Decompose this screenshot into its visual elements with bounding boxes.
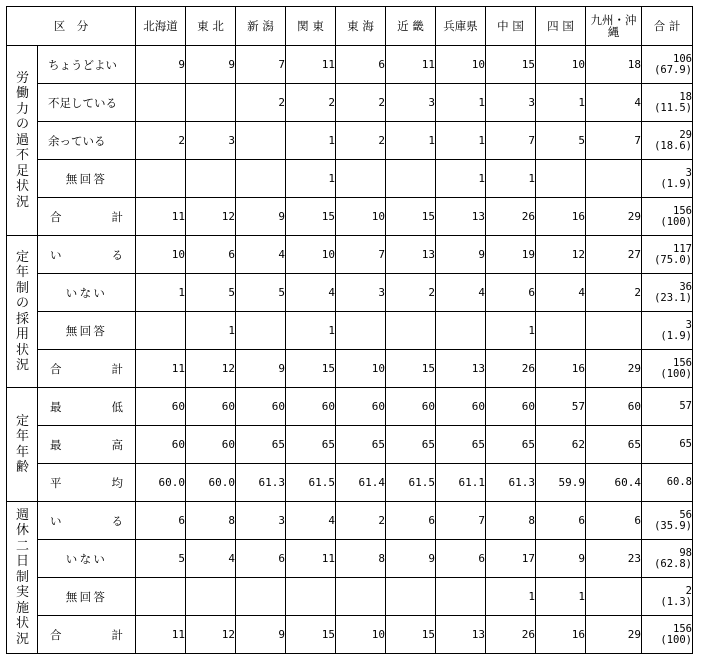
value-cell	[286, 578, 336, 616]
value-cell: 4	[586, 84, 642, 122]
value-cell: 4	[536, 274, 586, 312]
value-cell: 16	[536, 198, 586, 236]
row-label-text: 余っている	[48, 133, 106, 148]
total-percent: (18.6)	[654, 139, 692, 152]
group-title	[7, 236, 38, 388]
category-header: 区 分	[7, 7, 136, 46]
value-cell: 60	[186, 426, 236, 464]
table-row	[7, 616, 693, 654]
value-cell: 2	[336, 502, 386, 540]
value-cell	[336, 160, 386, 198]
value-cell: 19	[486, 236, 536, 274]
value-cell: 1	[386, 122, 436, 160]
value-cell: 6	[386, 502, 436, 540]
group-title-text: 定年制の採用状況	[16, 249, 30, 373]
value-cell: 15	[286, 198, 336, 236]
total-count: 3	[685, 318, 692, 331]
value-cell: 61.5	[286, 464, 336, 502]
total-cell	[642, 236, 693, 274]
value-cell: 15	[386, 198, 436, 236]
table-row	[7, 122, 693, 160]
value-cell: 5	[186, 274, 236, 312]
total-cell	[642, 350, 693, 388]
value-cell: 4	[286, 274, 336, 312]
value-cell: 10	[536, 46, 586, 84]
value-cell: 7	[336, 236, 386, 274]
value-cell: 26	[486, 198, 536, 236]
row-label	[38, 350, 136, 388]
total-cell	[642, 578, 693, 616]
total-cell	[642, 84, 693, 122]
value-cell	[136, 84, 186, 122]
value-cell: 29	[586, 616, 642, 654]
value-cell: 1	[536, 84, 586, 122]
row-label	[38, 540, 136, 578]
value-cell: 10	[136, 236, 186, 274]
value-cell	[236, 312, 286, 350]
table-row	[7, 274, 693, 312]
value-cell	[586, 312, 642, 350]
value-cell: 29	[586, 198, 642, 236]
value-cell: 15	[386, 616, 436, 654]
row-label-text: 合計	[50, 209, 123, 224]
value-cell: 6	[436, 540, 486, 578]
value-cell: 6	[586, 502, 642, 540]
total-percent: (67.9)	[654, 63, 692, 76]
value-cell: 7	[586, 122, 642, 160]
value-cell: 7	[486, 122, 536, 160]
total-percent: (100)	[660, 633, 692, 646]
region-header: 新 潟	[236, 7, 286, 46]
total-percent: (100)	[660, 215, 692, 228]
row-label	[38, 236, 136, 274]
value-cell: 6	[236, 540, 286, 578]
value-cell	[436, 578, 486, 616]
value-cell: 4	[286, 502, 336, 540]
total-cell	[642, 160, 693, 198]
row-label	[38, 198, 136, 236]
region-header: 九州・沖縄	[586, 7, 642, 46]
row-label-text: ちょうどよい	[48, 57, 117, 72]
value-cell	[236, 578, 286, 616]
value-cell: 3	[486, 84, 536, 122]
table-row	[7, 160, 693, 198]
value-cell: 61.1	[436, 464, 486, 502]
value-cell: 60	[336, 388, 386, 426]
row-label-text: いる	[50, 513, 123, 528]
total-count: 18	[679, 90, 692, 103]
total-cell	[642, 312, 693, 350]
value-cell: 12	[186, 616, 236, 654]
value-cell: 6	[136, 502, 186, 540]
value-cell: 29	[586, 350, 642, 388]
value-cell	[436, 312, 486, 350]
row-label	[38, 312, 136, 350]
value-cell: 13	[386, 236, 436, 274]
value-cell: 7	[436, 502, 486, 540]
row-label	[38, 502, 136, 540]
value-cell: 6	[486, 274, 536, 312]
value-cell	[236, 122, 286, 160]
total-cell	[642, 426, 693, 464]
value-cell: 1	[286, 122, 336, 160]
table-row	[7, 350, 693, 388]
value-cell: 65	[386, 426, 436, 464]
value-cell: 61.4	[336, 464, 386, 502]
total-count: 65	[679, 438, 692, 450]
value-cell: 8	[186, 502, 236, 540]
value-cell: 1	[486, 578, 536, 616]
region-header: 東 北	[186, 7, 236, 46]
total-percent: (62.8)	[654, 557, 692, 570]
group-title-text: 労働力の過不足状況	[16, 70, 30, 210]
total-cell	[642, 198, 693, 236]
row-label-text: いる	[50, 247, 123, 262]
value-cell: 12	[186, 198, 236, 236]
value-cell: 10	[336, 198, 386, 236]
row-label	[38, 122, 136, 160]
value-cell: 60	[436, 388, 486, 426]
value-cell	[136, 160, 186, 198]
value-cell: 61.3	[486, 464, 536, 502]
total-percent: (1.9)	[660, 329, 692, 342]
table-row	[7, 84, 693, 122]
value-cell: 4	[186, 540, 236, 578]
region-header: 東 海	[336, 7, 386, 46]
value-cell: 1	[486, 312, 536, 350]
table-row	[7, 236, 693, 274]
header-row	[7, 7, 693, 46]
total-percent: (75.0)	[654, 253, 692, 266]
total-count: 29	[679, 128, 692, 141]
total-count: 156	[673, 622, 692, 635]
value-cell: 60	[136, 388, 186, 426]
region-header: 四 国	[536, 7, 586, 46]
value-cell: 9	[236, 198, 286, 236]
value-cell: 65	[436, 426, 486, 464]
value-cell: 10	[286, 236, 336, 274]
value-cell: 60.0	[186, 464, 236, 502]
value-cell: 9	[536, 540, 586, 578]
value-cell: 6	[186, 236, 236, 274]
value-cell: 9	[436, 236, 486, 274]
value-cell: 60	[186, 388, 236, 426]
value-cell	[186, 160, 236, 198]
value-cell: 3	[186, 122, 236, 160]
value-cell: 26	[486, 616, 536, 654]
value-cell: 2	[336, 122, 386, 160]
value-cell	[386, 578, 436, 616]
total-count: 156	[673, 356, 692, 369]
value-cell: 15	[386, 350, 436, 388]
total-cell	[642, 502, 693, 540]
total-cell	[642, 540, 693, 578]
value-cell: 59.9	[536, 464, 586, 502]
value-cell: 12	[536, 236, 586, 274]
row-label	[38, 46, 136, 84]
value-cell: 23	[586, 540, 642, 578]
value-cell: 2	[336, 84, 386, 122]
row-label-text: 無回答	[65, 589, 108, 604]
value-cell: 9	[236, 616, 286, 654]
value-cell: 3	[386, 84, 436, 122]
row-label-text: 平均	[50, 475, 123, 490]
group-title	[7, 502, 38, 654]
value-cell: 2	[586, 274, 642, 312]
value-cell: 5	[536, 122, 586, 160]
value-cell: 1	[186, 312, 236, 350]
value-cell: 11	[136, 616, 186, 654]
row-label	[38, 616, 136, 654]
value-cell: 10	[336, 616, 386, 654]
table-row	[7, 464, 693, 502]
total-count: 56	[679, 508, 692, 521]
value-cell: 12	[186, 350, 236, 388]
value-cell: 65	[286, 426, 336, 464]
value-cell: 60	[386, 388, 436, 426]
table-body	[7, 46, 693, 654]
total-count: 2	[685, 584, 692, 597]
group-title	[7, 46, 38, 236]
total-header: 合 計	[642, 7, 693, 46]
row-label-text: 最低	[50, 399, 123, 414]
group-title-text: 週休二日制実施状況	[16, 507, 30, 647]
total-percent: (35.9)	[654, 519, 692, 532]
value-cell: 8	[486, 502, 536, 540]
value-cell: 13	[436, 198, 486, 236]
total-percent: (1.3)	[660, 595, 692, 608]
value-cell: 15	[486, 46, 536, 84]
table-row	[7, 312, 693, 350]
row-label-text: 合計	[50, 627, 123, 642]
value-cell: 60	[236, 388, 286, 426]
value-cell	[586, 578, 642, 616]
value-cell: 6	[536, 502, 586, 540]
total-percent: (1.9)	[660, 177, 692, 190]
value-cell: 5	[136, 540, 186, 578]
value-cell	[336, 578, 386, 616]
row-label	[38, 388, 136, 426]
table-row	[7, 198, 693, 236]
value-cell: 62	[536, 426, 586, 464]
row-label-text: いない	[65, 285, 108, 300]
value-cell: 60	[486, 388, 536, 426]
table-row	[7, 426, 693, 464]
table-row	[7, 502, 693, 540]
value-cell: 15	[286, 350, 336, 388]
table-row	[7, 540, 693, 578]
value-cell: 60	[586, 388, 642, 426]
value-cell: 16	[536, 616, 586, 654]
value-cell: 60.4	[586, 464, 642, 502]
value-cell: 15	[286, 616, 336, 654]
value-cell: 11	[136, 198, 186, 236]
value-cell	[386, 160, 436, 198]
row-label	[38, 84, 136, 122]
total-cell	[642, 46, 693, 84]
value-cell: 1	[436, 84, 486, 122]
value-cell: 65	[336, 426, 386, 464]
value-cell: 1	[486, 160, 536, 198]
value-cell	[136, 312, 186, 350]
value-cell	[186, 578, 236, 616]
value-cell: 65	[486, 426, 536, 464]
value-cell: 10	[436, 46, 486, 84]
row-label	[38, 274, 136, 312]
total-count: 106	[673, 52, 692, 65]
value-cell: 2	[386, 274, 436, 312]
survey-table	[6, 6, 693, 654]
value-cell: 60	[286, 388, 336, 426]
group-title-text: 定年年齢	[16, 413, 30, 475]
total-count: 36	[679, 280, 692, 293]
value-cell: 13	[436, 616, 486, 654]
total-percent: (11.5)	[654, 101, 692, 114]
value-cell: 1	[536, 578, 586, 616]
total-cell	[642, 388, 693, 426]
total-count: 60.8	[666, 476, 692, 488]
region-header: 兵庫県	[436, 7, 486, 46]
row-label	[38, 160, 136, 198]
value-cell: 6	[336, 46, 386, 84]
value-cell: 1	[136, 274, 186, 312]
row-label-text: 無回答	[65, 171, 108, 186]
region-header: 近 畿	[386, 7, 436, 46]
value-cell	[236, 160, 286, 198]
value-cell: 16	[536, 350, 586, 388]
value-cell: 1	[436, 160, 486, 198]
value-cell: 61.5	[386, 464, 436, 502]
group-title	[7, 388, 38, 502]
value-cell: 5	[236, 274, 286, 312]
row-label	[38, 426, 136, 464]
row-label-text: いない	[65, 551, 108, 566]
total-count: 117	[673, 242, 692, 255]
value-cell: 65	[586, 426, 642, 464]
total-count: 98	[679, 546, 692, 559]
value-cell: 65	[236, 426, 286, 464]
value-cell: 2	[286, 84, 336, 122]
value-cell: 13	[436, 350, 486, 388]
value-cell: 9	[386, 540, 436, 578]
value-cell: 18	[586, 46, 642, 84]
value-cell: 4	[436, 274, 486, 312]
total-cell	[642, 616, 693, 654]
value-cell: 2	[136, 122, 186, 160]
total-count: 3	[685, 166, 692, 179]
value-cell: 9	[136, 46, 186, 84]
value-cell	[536, 160, 586, 198]
value-cell: 9	[236, 350, 286, 388]
total-cell	[642, 274, 693, 312]
region-header: 北海道	[136, 7, 186, 46]
value-cell: 61.3	[236, 464, 286, 502]
value-cell: 26	[486, 350, 536, 388]
value-cell: 11	[136, 350, 186, 388]
value-cell: 11	[286, 540, 336, 578]
value-cell: 7	[236, 46, 286, 84]
total-cell	[642, 464, 693, 502]
value-cell: 27	[586, 236, 642, 274]
region-header: 中 国	[486, 7, 536, 46]
value-cell: 1	[286, 312, 336, 350]
row-label-text: 合計	[50, 361, 123, 376]
value-cell: 8	[336, 540, 386, 578]
value-cell	[536, 312, 586, 350]
region-header: 関 東	[286, 7, 336, 46]
value-cell: 60	[136, 426, 186, 464]
value-cell	[586, 160, 642, 198]
total-count: 156	[673, 204, 692, 217]
table-row	[7, 578, 693, 616]
value-cell: 11	[286, 46, 336, 84]
row-label-text: 最高	[50, 437, 123, 452]
total-percent: (100)	[660, 367, 692, 380]
table-row	[7, 46, 693, 84]
value-cell: 57	[536, 388, 586, 426]
table-row	[7, 388, 693, 426]
value-cell: 17	[486, 540, 536, 578]
value-cell	[136, 578, 186, 616]
row-label	[38, 464, 136, 502]
total-cell	[642, 122, 693, 160]
value-cell: 1	[436, 122, 486, 160]
value-cell: 1	[286, 160, 336, 198]
value-cell: 3	[336, 274, 386, 312]
value-cell: 4	[236, 236, 286, 274]
value-cell	[386, 312, 436, 350]
value-cell: 10	[336, 350, 386, 388]
total-count: 57	[679, 400, 692, 412]
row-label-text: 無回答	[65, 323, 108, 338]
value-cell: 3	[236, 502, 286, 540]
value-cell: 9	[186, 46, 236, 84]
value-cell	[186, 84, 236, 122]
row-label	[38, 578, 136, 616]
value-cell: 60.0	[136, 464, 186, 502]
total-percent: (23.1)	[654, 291, 692, 304]
value-cell	[336, 312, 386, 350]
value-cell: 11	[386, 46, 436, 84]
value-cell: 2	[236, 84, 286, 122]
row-label-text: 不足している	[48, 95, 117, 110]
